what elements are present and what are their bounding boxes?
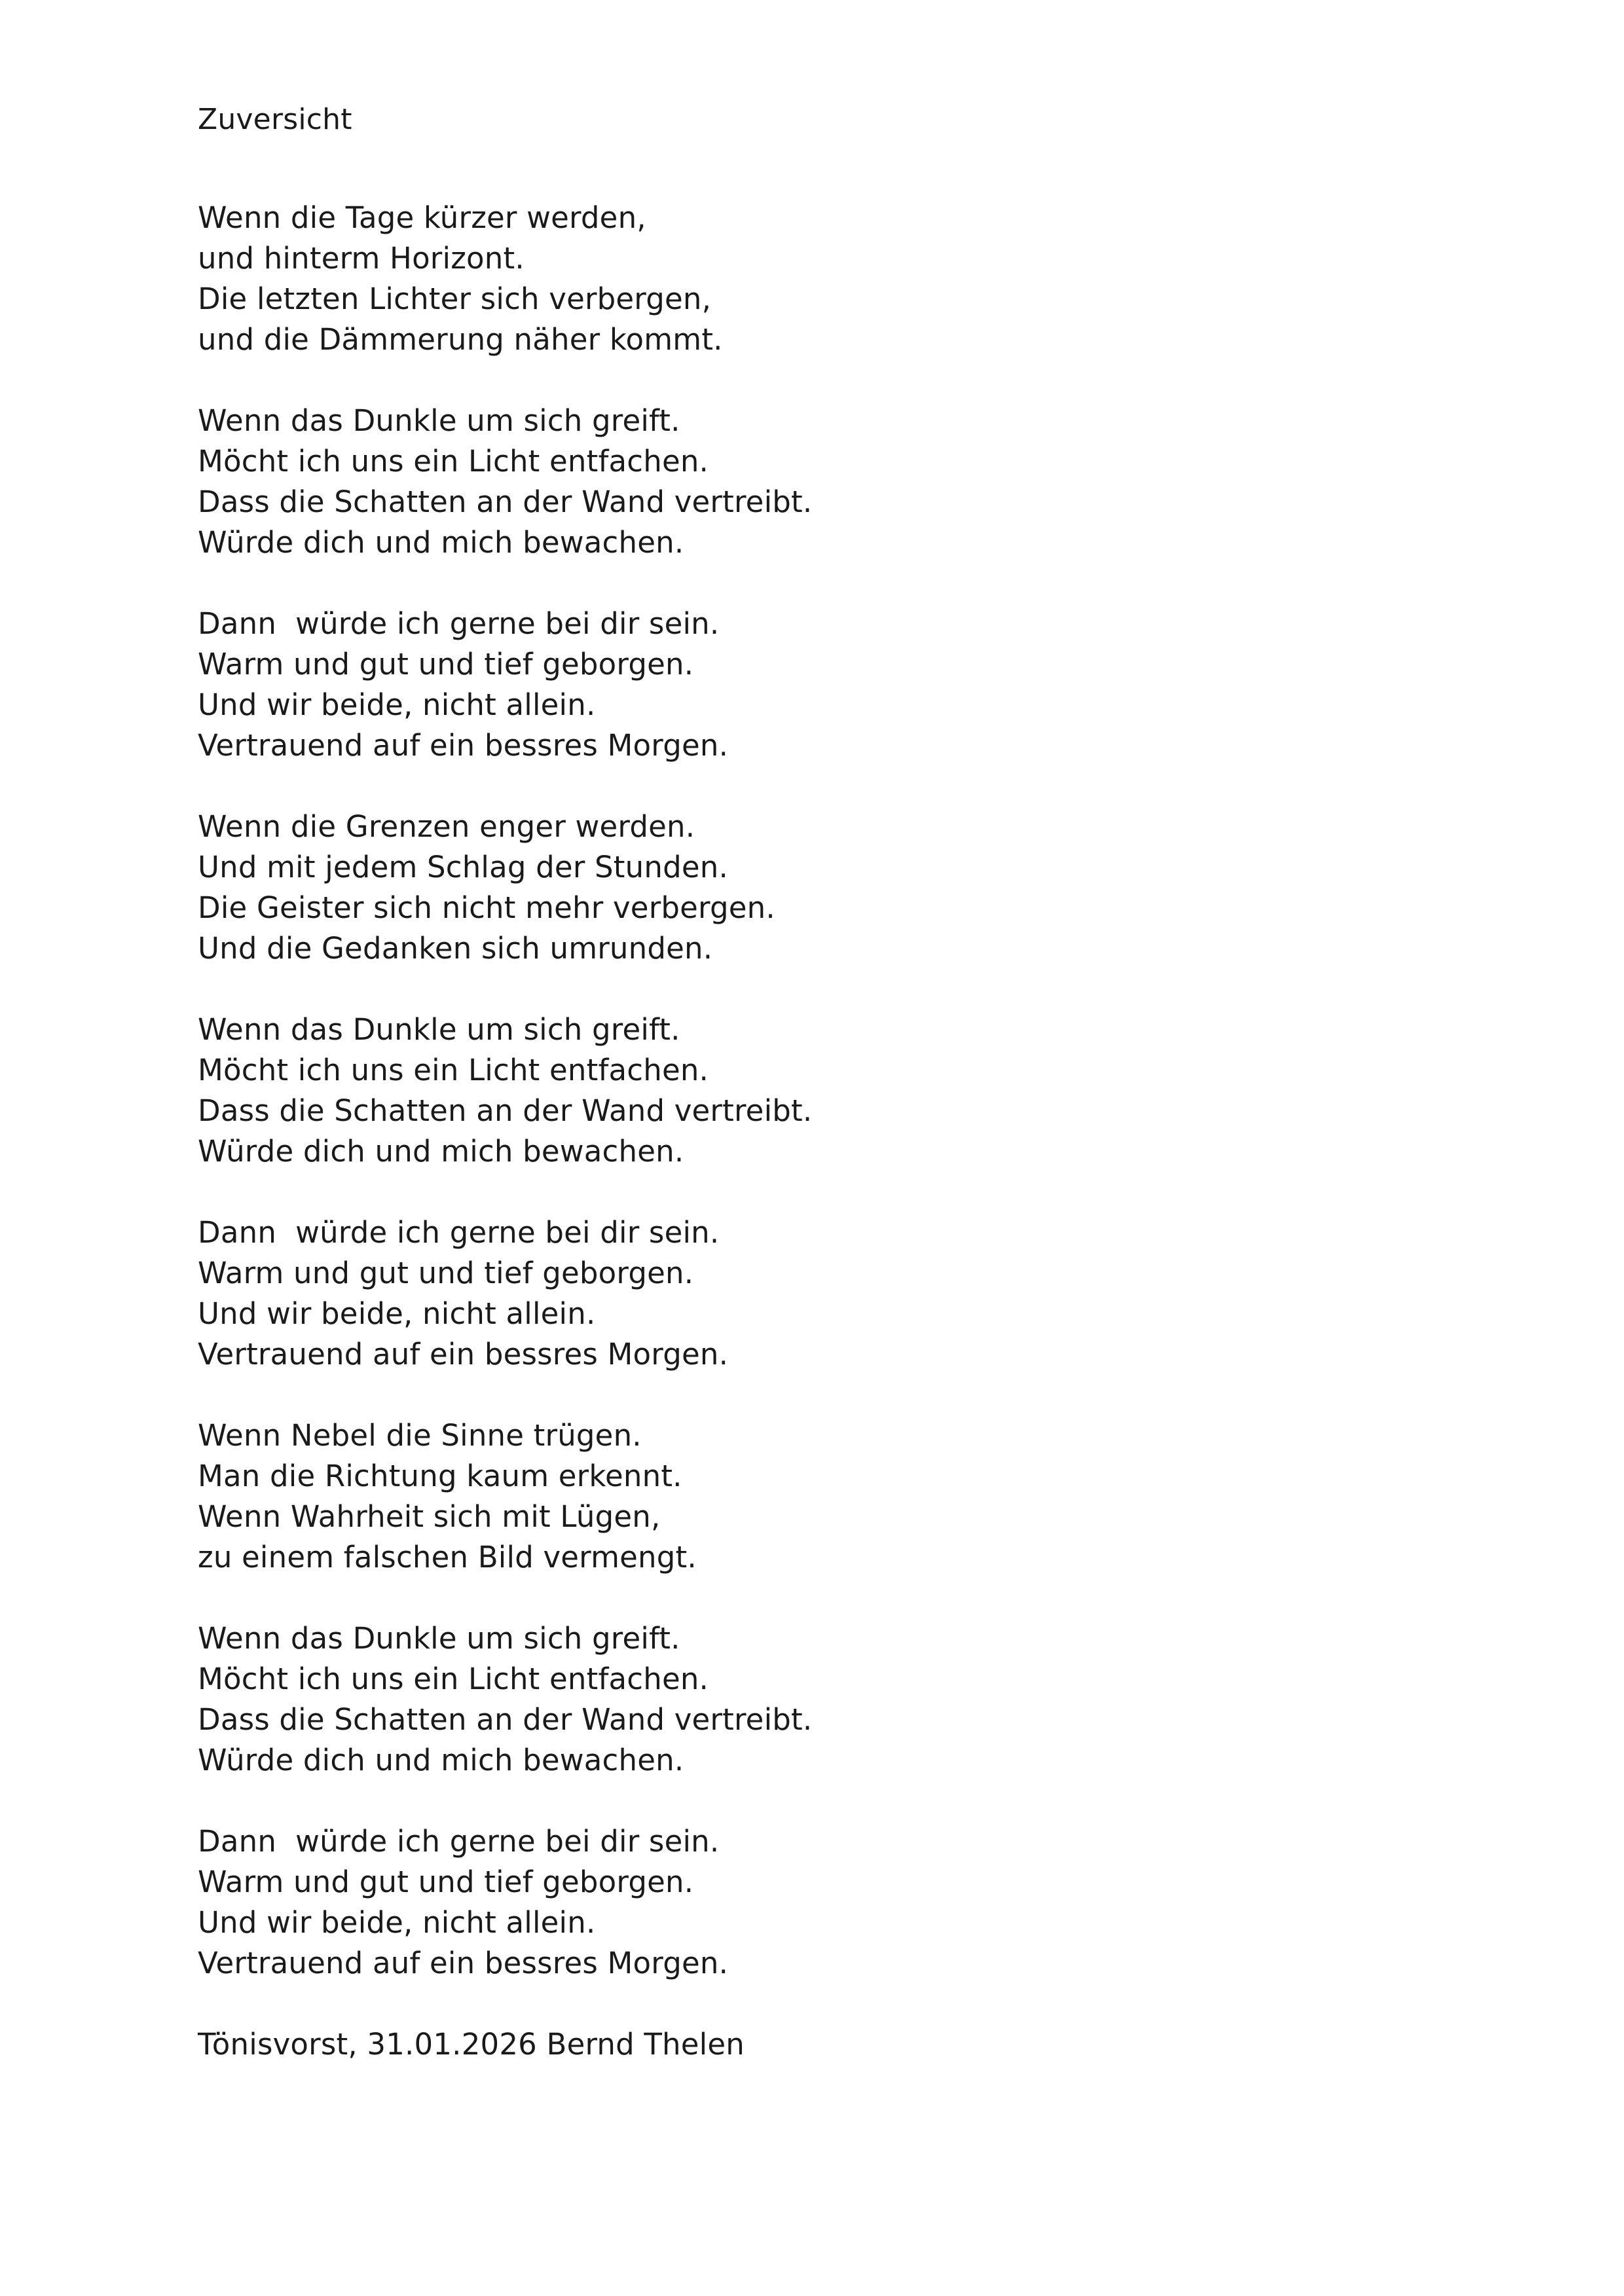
poem-line: Wenn die Tage kürzer werden,	[198, 200, 646, 235]
poem-line: Wenn das Dunkle um sich greift.	[198, 403, 680, 438]
poem-line: Wenn Nebel die Sinne trügen.	[198, 1418, 642, 1453]
poem-line: Wenn Wahrheit sich mit Lügen,	[198, 1499, 661, 1534]
poem-stanza	[198, 1010, 1442, 1172]
poem-line: Warm und gut und tief geborgen.	[198, 647, 694, 682]
poem-line: Vertrauend auf ein bessres Morgen.	[198, 1946, 729, 1980]
poem-line: Und wir beide, nicht allein.	[198, 1905, 596, 1940]
poem-line: Möcht ich uns ein Licht entfachen.	[198, 444, 709, 479]
poem-line: Warm und gut und tief geborgen.	[198, 1865, 694, 1899]
poem-stanza	[198, 1821, 1442, 1984]
poem-line: Dass die Schatten an der Wand vertreibt.	[198, 1093, 813, 1128]
poem-line: Und wir beide, nicht allein.	[198, 687, 596, 722]
poem-line: Wenn das Dunkle um sich greift.	[198, 1621, 680, 1656]
poem-line: Die letzten Lichter sich verbergen,	[198, 282, 712, 316]
poem-line: Vertrauend auf ein bessres Morgen.	[198, 728, 729, 763]
poem-line: Wenn die Grenzen enger werden.	[198, 809, 695, 844]
poem-line: Dass die Schatten an der Wand vertreibt.	[198, 1702, 813, 1737]
poem-line: Und mit jedem Schlag der Stunden.	[198, 850, 728, 884]
poem-line: und die Dämmerung näher kommt.	[198, 322, 723, 357]
poem-stanza	[198, 198, 1442, 360]
poem-line: Möcht ich uns ein Licht entfachen.	[198, 1053, 709, 1087]
poem-stanza	[198, 1212, 1442, 1375]
poem-line: Man die Richtung kaum erkennt.	[198, 1459, 682, 1493]
poem-line: Und wir beide, nicht allein.	[198, 1296, 596, 1331]
poem-stanza	[198, 401, 1442, 563]
poem-line: Würde dich und mich bewachen.	[198, 525, 684, 560]
poem-line: und hinterm Horizont.	[198, 241, 525, 276]
poem-line: Vertrauend auf ein bessres Morgen.	[198, 1337, 729, 1372]
poem-line: Dann würde ich gerne bei dir sein.	[198, 606, 720, 641]
poem-stanza	[198, 604, 1442, 766]
poem-stanza	[198, 1415, 1442, 1578]
poem-line: Würde dich und mich bewachen.	[198, 1134, 684, 1169]
signature-line: Tönisvorst, 31.01.2026 Bernd Thelen	[198, 2027, 745, 2062]
poem-line: Würde dich und mich bewachen.	[198, 1743, 684, 1777]
poem-line: Dann würde ich gerne bei dir sein.	[198, 1215, 720, 1250]
poem-line: Möcht ich uns ein Licht entfachen.	[198, 1662, 709, 1696]
poem-line: Die Geister sich nicht mehr verbergen.	[198, 890, 775, 925]
poem-line: Dass die Schatten an der Wand vertreibt.	[198, 484, 813, 519]
poem-line: zu einem falschen Bild vermengt.	[198, 1540, 697, 1575]
poem-stanza	[198, 807, 1442, 969]
poem-stanza	[198, 1618, 1442, 1781]
poem-title: Zuversicht	[198, 103, 352, 136]
poem-line: Dann würde ich gerne bei dir sein.	[198, 1824, 720, 1859]
poem-line: Wenn das Dunkle um sich greift.	[198, 1012, 680, 1047]
poem-body	[198, 198, 1442, 2065]
poem-line: Und die Gedanken sich umrunden.	[198, 931, 713, 966]
poem-line: Warm und gut und tief geborgen.	[198, 1256, 694, 1290]
